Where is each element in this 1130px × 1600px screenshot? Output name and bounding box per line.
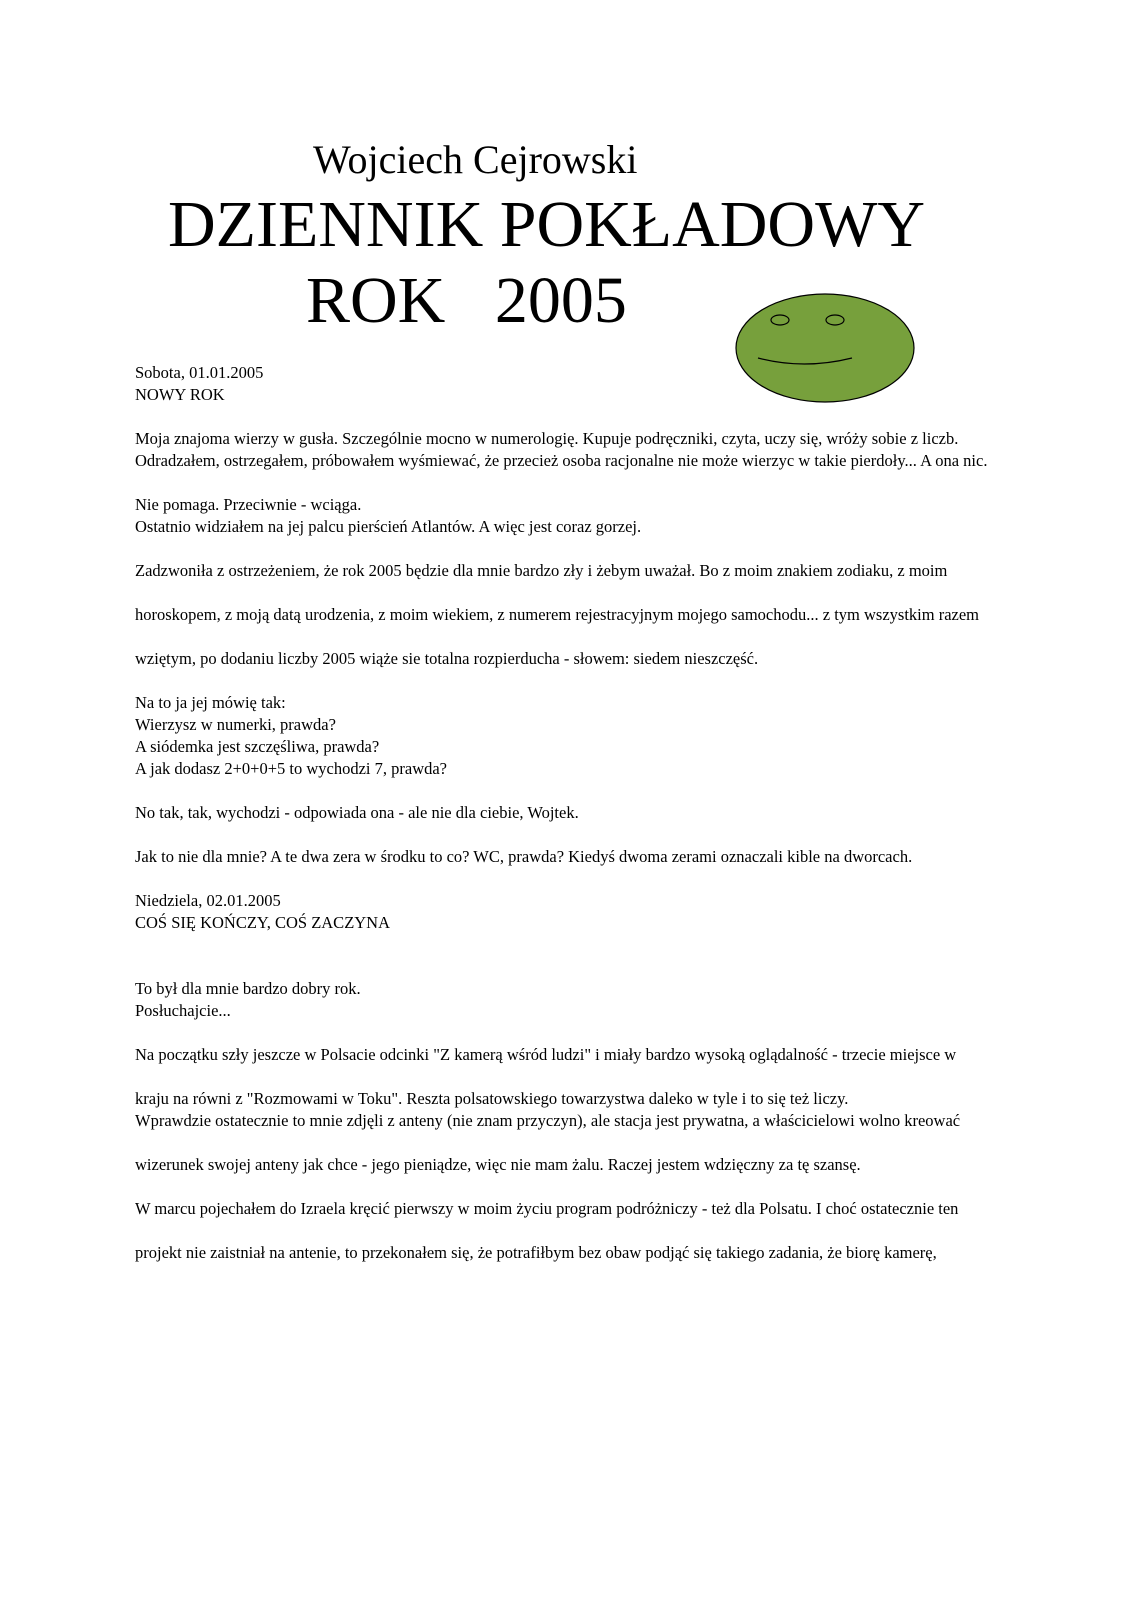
paragraph: Wierzysz w numerki, prawda?: [135, 715, 336, 734]
entry-heading: COŚ SIĘ KOŃCZY, COŚ ZACZYNA: [135, 913, 391, 932]
document-title: DZIENNIK POKŁADOWY: [168, 188, 926, 261]
paragraph: Wprawdzie ostatecznie to mnie zdjęli z anteny (nie znam przyczyn), ale stacja jest prywatna, a właścicielowi wolno kreować: [135, 1111, 961, 1130]
document-body: [135, 362, 1000, 1264]
paragraph: projekt nie zaistniał na antenie, to przekonałem się, że potrafiłbym bez obaw podjąć się takiego zadania, że biorę kamerę,: [135, 1243, 937, 1262]
author-name: Wojciech Cejrowski: [313, 137, 638, 182]
paragraph: Moja znajoma wierzy w gusła. Szczególnie mocno w numerologię. Kupuje podręczniki, czyta, uczy się, wróży sobie z liczb.: [135, 429, 959, 448]
paragraph: Ostatnio widziałem na jej palcu pierścień Atlantów. A więc jest coraz gorzej.: [135, 517, 642, 536]
paragraph: To był dla mnie bardzo dobry rok.: [135, 979, 361, 998]
paragraph: Odradzałem, ostrzegałem, próbowałem wyśmiewać, że przecież osoba racjonalne nie może wierzyc w takie pierdoły... A ona nic.: [135, 451, 988, 470]
year-heading: ROK 2005: [306, 264, 627, 337]
paragraph: A siódemka jest szczęśliwa, prawda?: [135, 737, 380, 756]
paragraph: Jak to nie dla mnie? A te dwa zera w środku to co? WC, prawda? Kiedyś dwoma zerami oznaczali kible na dworcach.: [135, 847, 913, 866]
paragraph: Nie pomaga. Przeciwnie - wciąga.: [135, 495, 362, 514]
paragraph: Na początku szły jeszcze w Polsacie odcinki "Z kamerą wśród ludzi" i miały bardzo wysoką oglądalność - trzecie miejsce w: [135, 1045, 957, 1064]
paragraph: wizerunek swojej anteny jak chce - jego pieniądze, więc nie mam żalu. Raczej jestem wdzięczny za tę szansę.: [135, 1155, 861, 1174]
paragraph: kraju na równi z "Rozmowami w Toku". Reszta polsatowskiego towarzystwa daleko w tyle i to się też liczy.: [135, 1089, 849, 1108]
paragraph: No tak, tak, wychodzi - odpowiada ona - ale nie dla ciebie, Wojtek.: [135, 803, 579, 822]
entry-date: Sobota, 01.01.2005: [135, 363, 264, 382]
paragraph: wziętym, po dodaniu liczby 2005 wiąże sie totalna rozpierducha - słowem: siedem nieszczęść.: [135, 649, 759, 668]
paragraph: horoskopem, z moją datą urodzenia, z moim wiekiem, z numerem rejestracyjnym mojego samochodu... z tym wszystkim razem: [135, 605, 980, 624]
entry-heading: NOWY ROK: [135, 385, 225, 404]
paragraph: Posłuchajcie...: [135, 1001, 231, 1020]
paragraph: Na to ja jej mówię tak:: [135, 693, 286, 712]
paragraph: A jak dodasz 2+0+0+5 to wychodzi 7, prawda?: [135, 759, 448, 778]
paragraph: Zadzwoniła z ostrzeżeniem, że rok 2005 będzie dla mnie bardzo zły i żebym uważał. Bo z moim znakiem zodiaku, z moim: [135, 561, 948, 580]
paragraph: W marcu pojechałem do Izraela kręcić pierwszy w moim życiu program podróżniczy - też dla Polsatu. I choć ostatecznie ten: [135, 1199, 959, 1218]
entry-date: Niedziela, 02.01.2005: [135, 891, 281, 910]
